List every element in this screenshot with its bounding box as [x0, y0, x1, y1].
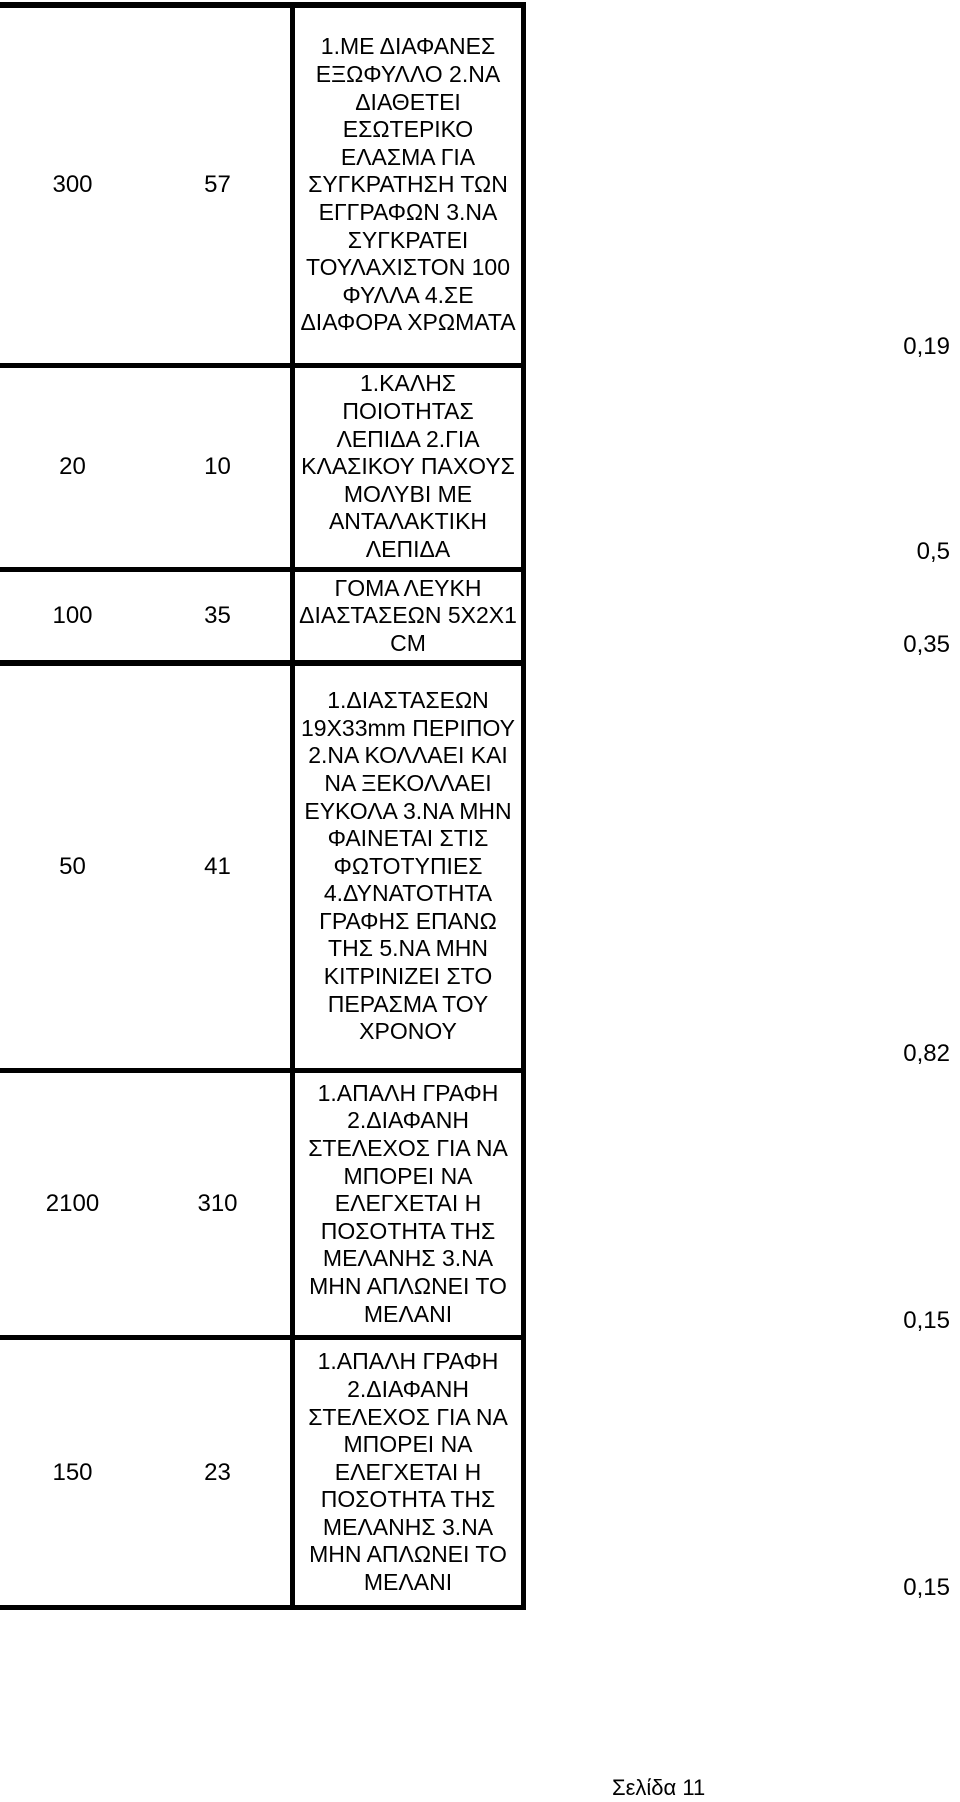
value-cell: 41	[145, 663, 293, 1071]
value-cell: 57	[145, 5, 293, 365]
description-cell: 1.ΑΠΑΛΗ ΓΡΑΦΗ 2.ΔΙΑΦΑΝΗ ΣΤΕΛΕΧΟΣ ΓΙΑ ΝΑ ΜΠΟΡΕΙ ΝΑ ΕΛΕΓΧΕΤΑΙ Η ΠΟΣΟΤΗΤΑ ΤΗΣ ΜΕΛΑΝΗΣ 3.ΝΑ ΜΗΝ ΑΠΛΩΝΕΙ ΤΟ ΜΕΛΑΝΙ	[293, 1338, 524, 1608]
table-row	[0, 365, 524, 569]
quantity-cell: 2100	[0, 1071, 145, 1338]
side-value: 0,15	[903, 1307, 950, 1334]
quantity-cell: 300	[0, 5, 145, 365]
value-cell: 10	[145, 365, 293, 569]
value-cell: 23	[145, 1338, 293, 1608]
table-segment-2	[0, 660, 522, 1605]
quantity-cell: 20	[0, 365, 145, 569]
description-cell: 1.ΚΑΛΗΣ ΠΟΙΟΤΗΤΑΣ ΛΕΠΙΔΑ 2.ΓΙΑ ΚΛΑΣΙΚΟΥ ΠΑΧΟΥΣ ΜΟΛΥΒΙ ΜΕ ΑΝΤΑΛΑΚΤΙΚΗ ΛΕΠΙΔΑ	[293, 365, 524, 569]
table-row	[0, 1338, 524, 1608]
table-row	[0, 1071, 524, 1338]
side-value: 0,35	[903, 631, 950, 658]
table-segment-1	[0, 2, 522, 660]
page-number: Σελίδα 11	[612, 1775, 706, 1800]
description-cell: ΓΟΜΑ ΛΕΥΚΗ ΔΙΑΣΤΑΣΕΩΝ 5Χ2Χ1 CM	[293, 569, 524, 663]
value-cell: 310	[145, 1071, 293, 1338]
description-cell: 1.ΜΕ ΔΙΑΦΑΝΕΣ ΕΞΩΦΥΛΛΟ 2.ΝΑ ΔΙΑΘΕΤΕΙ ΕΣΩΤΕΡΙΚΟ ΕΛΑΣΜΑ ΓΙΑ ΣΥΓΚΡΑΤΗΣΗ ΤΩΝ ΕΓΓΡΑΦΩΝ 3.ΝΑ ΣΥΓΚΡΑΤΕΙ ΤΟΥΛΑΧΙΣΤΟΝ 100 ΦΥΛΛΑ 4.ΣΕ ΔΙΑΦΟΡΑ ΧΡΩΜΑΤΑ	[293, 5, 524, 365]
table-row	[0, 569, 524, 663]
description-cell: 1.ΔΙΑΣΤΑΣΕΩΝ 19Χ33mm ΠΕΡΙΠΟΥ 2.ΝΑ ΚΟΛΛΑΕΙ ΚΑΙ ΝΑ ΞΕΚΟΛΛΑΕΙ ΕΥΚΟΛΑ 3.ΝΑ ΜΗΝ ΦΑΙΝΕΤΑΙ ΣΤΙΣ ΦΩΤΟΤΥΠΙΕΣ 4.ΔΥΝΑΤΟΤΗΤΑ ΓΡΑΦΗΣ ΕΠΑΝΩ ΤΗΣ 5.ΝΑ ΜΗΝ ΚΙΤΡΙΝΙΖΕΙ ΣΤΟ ΠΕΡΑΣΜΑ ΤΟΥ ΧΡΟΝΟΥ	[293, 663, 524, 1071]
table-row	[0, 5, 524, 365]
quantity-cell: 100	[0, 569, 145, 663]
description-cell: 1.ΑΠΑΛΗ ΓΡΑΦΗ 2.ΔΙΑΦΑΝΗ ΣΤΕΛΕΧΟΣ ΓΙΑ ΝΑ ΜΠΟΡΕΙ ΝΑ ΕΛΕΓΧΕΤΑΙ Η ΠΟΣΟΤΗΤΑ ΤΗΣ ΜΕΛΑΝΗΣ 3.ΝΑ ΜΗΝ ΑΠΛΩΝΕΙ ΤΟ ΜΕΛΑΝΙ	[293, 1071, 524, 1338]
table-row	[0, 663, 524, 1071]
side-value: 0,19	[903, 333, 950, 360]
side-value: 0,82	[903, 1040, 950, 1067]
side-value: 0,5	[916, 538, 950, 565]
quantity-cell: 50	[0, 663, 145, 1071]
side-value: 0,15	[903, 1574, 950, 1601]
quantity-cell: 150	[0, 1338, 145, 1608]
value-cell: 35	[145, 569, 293, 663]
